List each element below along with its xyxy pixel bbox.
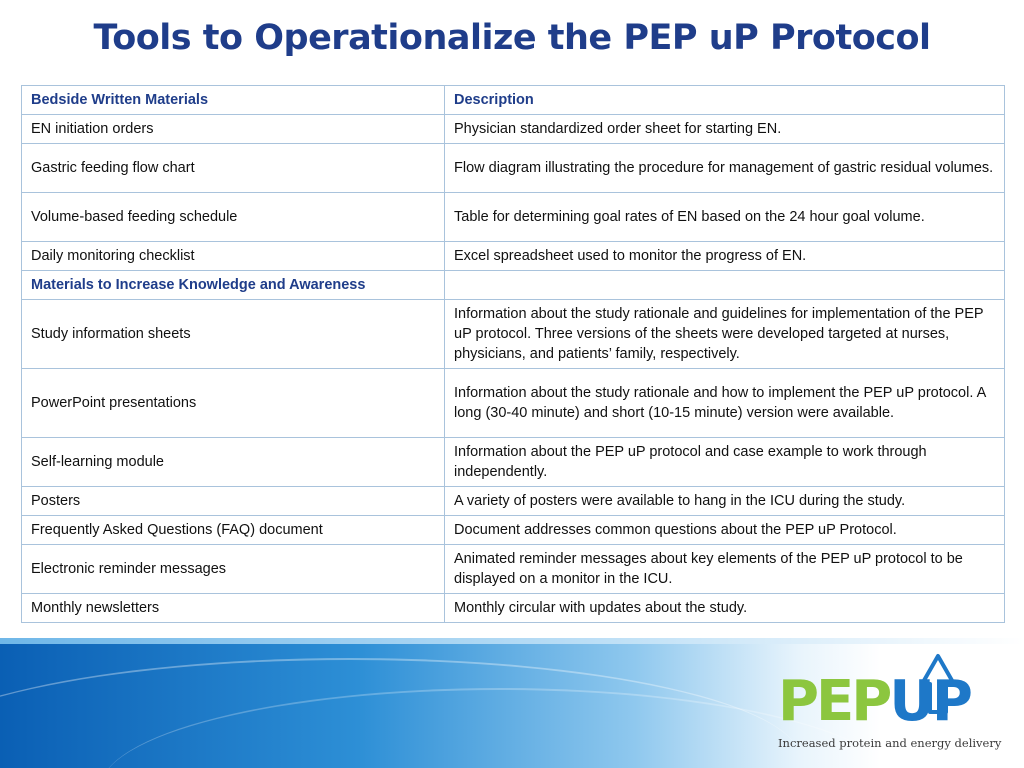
- table-row: [22, 594, 1005, 623]
- table-row: [22, 545, 1005, 594]
- table-row: [22, 300, 1005, 369]
- section-title-knowledge-awareness: Materials to Increase Knowledge and Awareness: [22, 271, 445, 300]
- tool-description-cell: Monthly circular with updates about the study.: [445, 594, 1005, 623]
- page-title: Tools to Operationalize the PEP uP Protocol: [93, 18, 931, 58]
- tool-description-cell: Information about the study rationale and how to implement the PEP uP protocol. A long (30-40 minute) and short (10-15 minute) version were available.: [445, 369, 1005, 438]
- tool-description-cell: Information about the study rationale and guidelines for implementation of the PEP uP protocol. Three versions of the sheets were developed targeted at nurses, physicians, and patients’ family, respectively.: [445, 300, 1005, 369]
- tool-name-cell: EN initiation orders: [22, 115, 445, 144]
- table-row: [22, 115, 1005, 144]
- tool-name-cell: Gastric feeding flow chart: [22, 144, 445, 193]
- pepup-logo: [772, 650, 1002, 755]
- tool-name-cell: Monthly newsletters: [22, 594, 445, 623]
- tool-description-cell: Information about the PEP uP protocol and case example to work through independently.: [445, 438, 1005, 487]
- tool-description-cell: Document addresses common questions about the PEP uP Protocol.: [445, 516, 1005, 545]
- tools-table: [21, 85, 1005, 623]
- table-row: [22, 369, 1005, 438]
- header-bedside-written-materials: Bedside Written Materials: [22, 86, 445, 115]
- section-header-row: [22, 271, 1005, 300]
- tool-description-cell: Physician standardized order sheet for starting EN.: [445, 115, 1005, 144]
- logo-tagline: Increased protein and energy delivery: [778, 736, 1002, 750]
- header-description: Description: [445, 86, 1005, 115]
- table-header-row: [22, 86, 1005, 115]
- tool-name-cell: Self-learning module: [22, 438, 445, 487]
- tool-description-cell: Excel spreadsheet used to monitor the progress of EN.: [445, 242, 1005, 271]
- tool-name-cell: PowerPoint presentations: [22, 369, 445, 438]
- section-empty-cell: [445, 271, 1005, 300]
- tool-name-cell: Study information sheets: [22, 300, 445, 369]
- table-row: [22, 438, 1005, 487]
- tool-name-cell: Frequently Asked Questions (FAQ) document: [22, 516, 445, 545]
- tool-description-cell: Flow diagram illustrating the procedure for management of gastric residual volumes.: [445, 144, 1005, 193]
- tool-name-cell: Volume-based feeding schedule: [22, 193, 445, 242]
- table-row: [22, 516, 1005, 545]
- table-row: [22, 242, 1005, 271]
- tool-description-cell: A variety of posters were available to hang in the ICU during the study.: [445, 487, 1005, 516]
- table-row: [22, 487, 1005, 516]
- tool-name-cell: Electronic reminder messages: [22, 545, 445, 594]
- table-row: [22, 144, 1005, 193]
- table-row: [22, 193, 1005, 242]
- tool-name-cell: Posters: [22, 487, 445, 516]
- footer-band: [0, 638, 1024, 644]
- logo-pep: PEP: [778, 669, 890, 734]
- tool-description-cell: Table for determining goal rates of EN based on the 24 hour goal volume.: [445, 193, 1005, 242]
- logo-up: UP: [889, 669, 970, 734]
- tool-description-cell: Animated reminder messages about key elements of the PEP uP protocol to be displayed on a monitor in the ICU.: [445, 545, 1005, 594]
- tool-name-cell: Daily monitoring checklist: [22, 242, 445, 271]
- logo-wordmark: [778, 669, 970, 734]
